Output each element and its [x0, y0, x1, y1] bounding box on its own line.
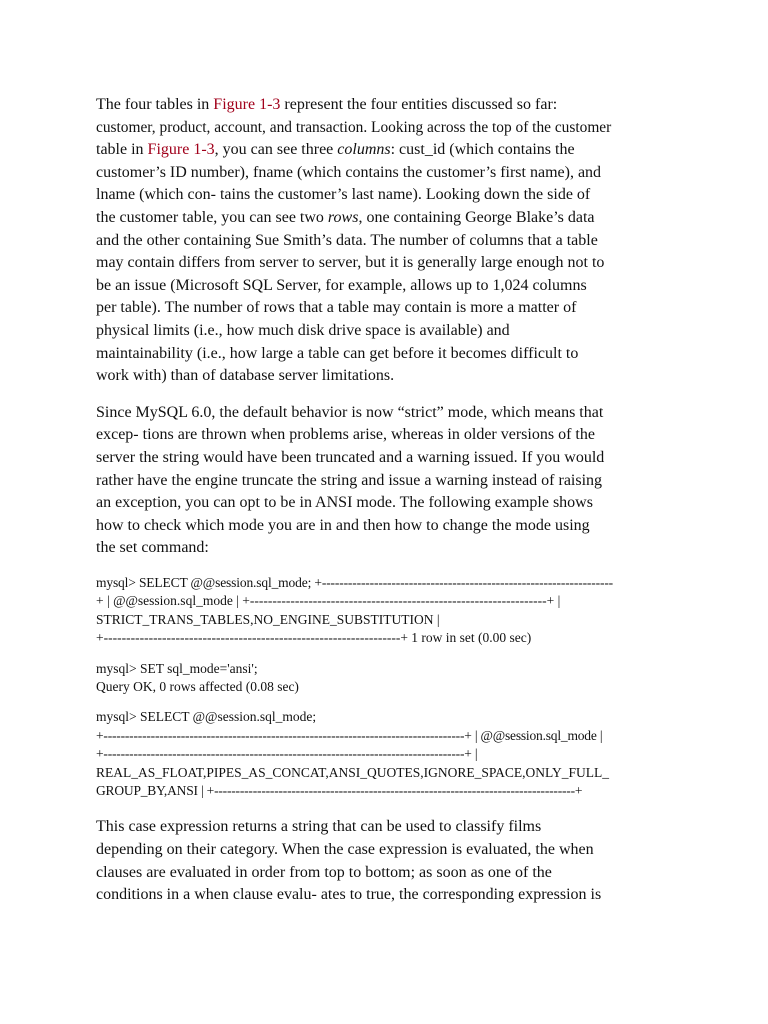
code-block-select-mode	[96, 574, 676, 648]
text-line: an exception, you can opt to be in ANSI mode. The following example shows	[96, 494, 593, 512]
paragraph-tables	[96, 94, 676, 388]
text-line	[96, 207, 676, 230]
code-line: +------------------------------------------------------------------------------------+ |	[96, 746, 478, 762]
text-line: conditions in a when clause evalu- ates to true, the corresponding expression is	[96, 886, 602, 904]
text-line: work with) than of database server limitations.	[96, 367, 395, 385]
text-run: , you can see three	[214, 141, 338, 159]
code-line: GROUP_BY,ANSI | +------------------------------------------------------------------------------------+	[96, 782, 583, 798]
code-block-set-mode	[96, 660, 676, 697]
text-line: the set command:	[96, 539, 209, 557]
text-line: per table). The number of rows that a table may contain is more a matter of	[96, 299, 577, 317]
text-line: how to check which mode you are in and then how to change the mode using	[96, 516, 590, 534]
text-line: may contain differs from server to server, but it is generally large enough not to	[96, 254, 605, 272]
code-line: STRICT_TRANS_TABLES,NO_ENGINE_SUBSTITUTION |	[96, 611, 440, 627]
code-line: REAL_AS_FLOAT,PIPES_AS_CONCAT,ANSI_QUOTES,IGNORE_SPACE,ONLY_FULL_	[96, 764, 609, 780]
emphasis-columns: columns	[337, 141, 391, 159]
text-line: customer’s ID number), fname (which contains the customer’s first name), and	[96, 163, 602, 181]
text-run: represent the four entities discussed so far:	[280, 96, 558, 113]
text-line: be an issue (Microsoft SQL Server, for example, allows up to 1,024 columns	[96, 276, 587, 294]
text-run: table in	[96, 141, 148, 159]
text-line: customer, product, account, and transaction. Looking across the top of the customer	[96, 118, 612, 136]
figure-link[interactable]: Figure 1-3	[213, 96, 281, 113]
emphasis-rows: rows	[327, 208, 359, 226]
text-line: and the other containing Sue Smith’s data. The number of columns that a table	[96, 231, 598, 249]
text-run: the customer table, you can see two	[96, 208, 328, 226]
text-line: server the string would have been truncated and a warning issued. If you would	[96, 448, 605, 466]
figure-link[interactable]: Figure 1-3	[147, 141, 215, 159]
text-line: rather have the engine truncate the string and issue a warning instead of raising	[96, 471, 603, 489]
code-line: +------------------------------------------------------------------+ 1 row in set (0.00 sec)	[96, 630, 532, 646]
text-line: depending on their category. When the case expression is evaluated, the when	[96, 840, 594, 858]
code-line: + | @@session.sql_mode | +------------------------------------------------------------------+ |	[96, 593, 561, 609]
text-line	[96, 94, 676, 117]
text-line: Since MySQL 6.0, the default behavior is now “strict” mode, which means that	[96, 403, 604, 421]
text-line: excep- tions are thrown when problems arise, whereas in older versions of the	[96, 426, 595, 444]
code-block-select-mode-ansi	[96, 708, 676, 800]
text-line: lname (which con- tains the customer’s last name). Looking down the side of	[96, 186, 591, 204]
text-run: , one containing George Blake’s data	[358, 208, 595, 226]
text-line: physical limits (i.e., how much disk drive space is available) and	[96, 321, 510, 339]
code-line: mysql> SELECT @@session.sql_mode;	[96, 709, 317, 725]
paragraph-strict-mode	[96, 402, 676, 560]
code-line: mysql> SELECT @@session.sql_mode; +-------------------------------------------------------------------	[96, 574, 614, 590]
document-page	[96, 94, 676, 917]
paragraph-case-expression	[96, 816, 676, 906]
code-line: +------------------------------------------------------------------------------------+ | @@session.sql_mode |	[96, 727, 603, 743]
text-run: The four tables in	[96, 96, 214, 113]
code-line: Query OK, 0 rows affected (0.08 sec)	[96, 678, 299, 694]
text-line: This case expression returns a string that can be used to classify films	[96, 818, 542, 836]
text-run: : cust_id (which contains the	[390, 141, 575, 159]
text-line	[96, 139, 676, 162]
text-line: maintainability (i.e., how large a table can get before it becomes difficult to	[96, 344, 579, 362]
code-line: mysql> SET sql_mode='ansi';	[96, 660, 258, 676]
text-line: clauses are evaluated in order from top to bottom; as soon as one of the	[96, 863, 552, 881]
